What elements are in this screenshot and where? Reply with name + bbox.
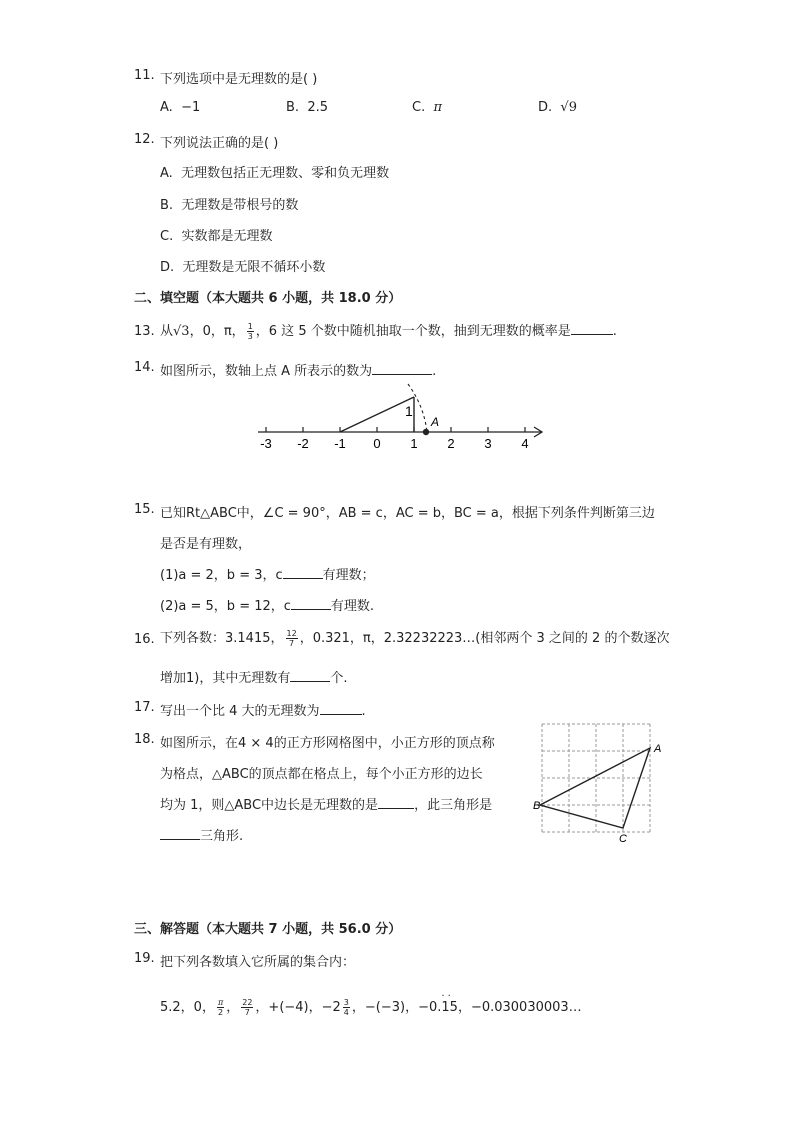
- vertex-a-label: A: [654, 743, 662, 755]
- unit-label: 1: [405, 403, 413, 419]
- q15-part1-blank[interactable]: [283, 566, 323, 579]
- q11-number: 11.: [134, 68, 155, 83]
- q11-option-d[interactable]: D. √9: [538, 100, 577, 115]
- q14-answer-blank[interactable]: [372, 362, 432, 375]
- q12-option-b[interactable]: B. 无理数是带根号的数: [160, 198, 299, 213]
- q18-number: 18.: [134, 732, 155, 747]
- q17-text: 写出一个比 4 大的无理数为 .: [160, 704, 366, 719]
- section-heading-fill-blank: 二、填空题（本大题共 6 小题，共 18.0 分）: [134, 291, 402, 306]
- axis-tick-label: 2: [447, 436, 455, 451]
- q12-option-d[interactable]: D. 无理数是无限不循环小数: [160, 260, 326, 275]
- axis-tick-label: -1: [334, 436, 346, 451]
- hypotenuse-line: [340, 397, 414, 432]
- q16-answer-blank[interactable]: [290, 669, 330, 682]
- q15-part2-blank[interactable]: [291, 597, 331, 610]
- grid-triangle-figure: [530, 718, 666, 850]
- q19-number: 19.: [134, 951, 155, 966]
- q12-option-a[interactable]: A. 无理数包括正无理数、零和负无理数: [160, 166, 390, 181]
- axis-tick-label: -3: [260, 436, 272, 451]
- q13-number: 13.: [134, 324, 155, 339]
- q16-number: 16.: [134, 632, 155, 647]
- q14-number: 14.: [134, 360, 155, 375]
- q19-text: 把下列各数填入它所属的集合内：: [160, 955, 356, 970]
- q17-number: 17.: [134, 700, 155, 715]
- q13-text: 从√3，0，π， $\frac{1}{3}$ ，6 这 5 个数中随机抽取一个数，抽到无理数的概率是 .: [160, 322, 617, 341]
- triangle-abc: [540, 748, 650, 828]
- q12-option-c[interactable]: C. 实数都是无理数: [160, 229, 273, 244]
- q12-stem: 下列说法正确的是( ): [160, 136, 279, 151]
- axis-tick-label: 3: [484, 436, 492, 451]
- point-a-dot: [423, 429, 429, 435]
- q15-line2: 是否是有理数，: [160, 537, 252, 552]
- q19-numbers: 5.2，0， $\frac{\pi}{2}$ ， $\frac{22}{7}$ ，+(−4)，−2 $\frac{3}{4}$ ，−(−3)，−0.15 ·· ，−0.030030003…: [160, 991, 582, 1017]
- q18-blank-2[interactable]: [160, 827, 200, 840]
- q17-answer-blank[interactable]: [320, 702, 362, 715]
- point-a-label: A: [431, 415, 440, 429]
- q15-part2: (2)a = 5，b = 12，c 有理数.: [160, 599, 375, 614]
- q12-number: 12.: [134, 132, 155, 147]
- q13-answer-blank[interactable]: [571, 322, 613, 335]
- axis-tick-label: 4: [521, 436, 529, 451]
- q15-part1: (1)a = 2，b = 3，c 有理数；: [160, 568, 375, 583]
- axis-tick-label: 1: [410, 436, 418, 451]
- axis-tick-label: -2: [297, 436, 309, 451]
- q15-number: 15.: [134, 502, 155, 517]
- q16-line2: 增加1)，其中无理数有 个.: [160, 671, 348, 686]
- section-heading-solve: 三、解答题（本大题共 7 小题，共 56.0 分）: [134, 922, 402, 937]
- q16-line1: 下列各数：3.1415， $\frac{12}{7}$ ，0.321，π，2.32232223…(相邻两个 3 之间的 2 的个数逐次: [160, 629, 670, 648]
- q11-option-b[interactable]: B. 2.5: [286, 100, 329, 115]
- q11-stem: 下列选项中是无理数的是( ): [160, 72, 318, 87]
- number-line-figure: [250, 378, 550, 454]
- q18-line4: 三角形.: [160, 825, 243, 844]
- q15-line1: 已知Rt△ABC中，∠C = 90°，AB = c，AC = b，BC = a，根据下列条件判断第三边: [160, 506, 655, 521]
- vertex-c-label: C: [619, 833, 627, 845]
- q18-line3: 均为 1，则△ABC中边长是无理数的是 ，此三角形是: [160, 798, 493, 813]
- q11-option-a[interactable]: A. −1: [160, 100, 201, 115]
- q18-line1: 如图所示，在4 × 4的正方形网格图中，小正方形的顶点称: [160, 736, 495, 751]
- q18-blank-1[interactable]: [378, 796, 414, 809]
- q11-option-c[interactable]: C. π: [412, 100, 443, 115]
- axis-tick-label: 0: [373, 436, 381, 451]
- vertex-b-label: B: [533, 800, 541, 812]
- q18-line2: 为格点，△ABC的顶点都在格点上，每个小正方形的边长: [160, 767, 483, 782]
- q14-text: 如图所示，数轴上点 A 所表示的数为 .: [160, 364, 437, 379]
